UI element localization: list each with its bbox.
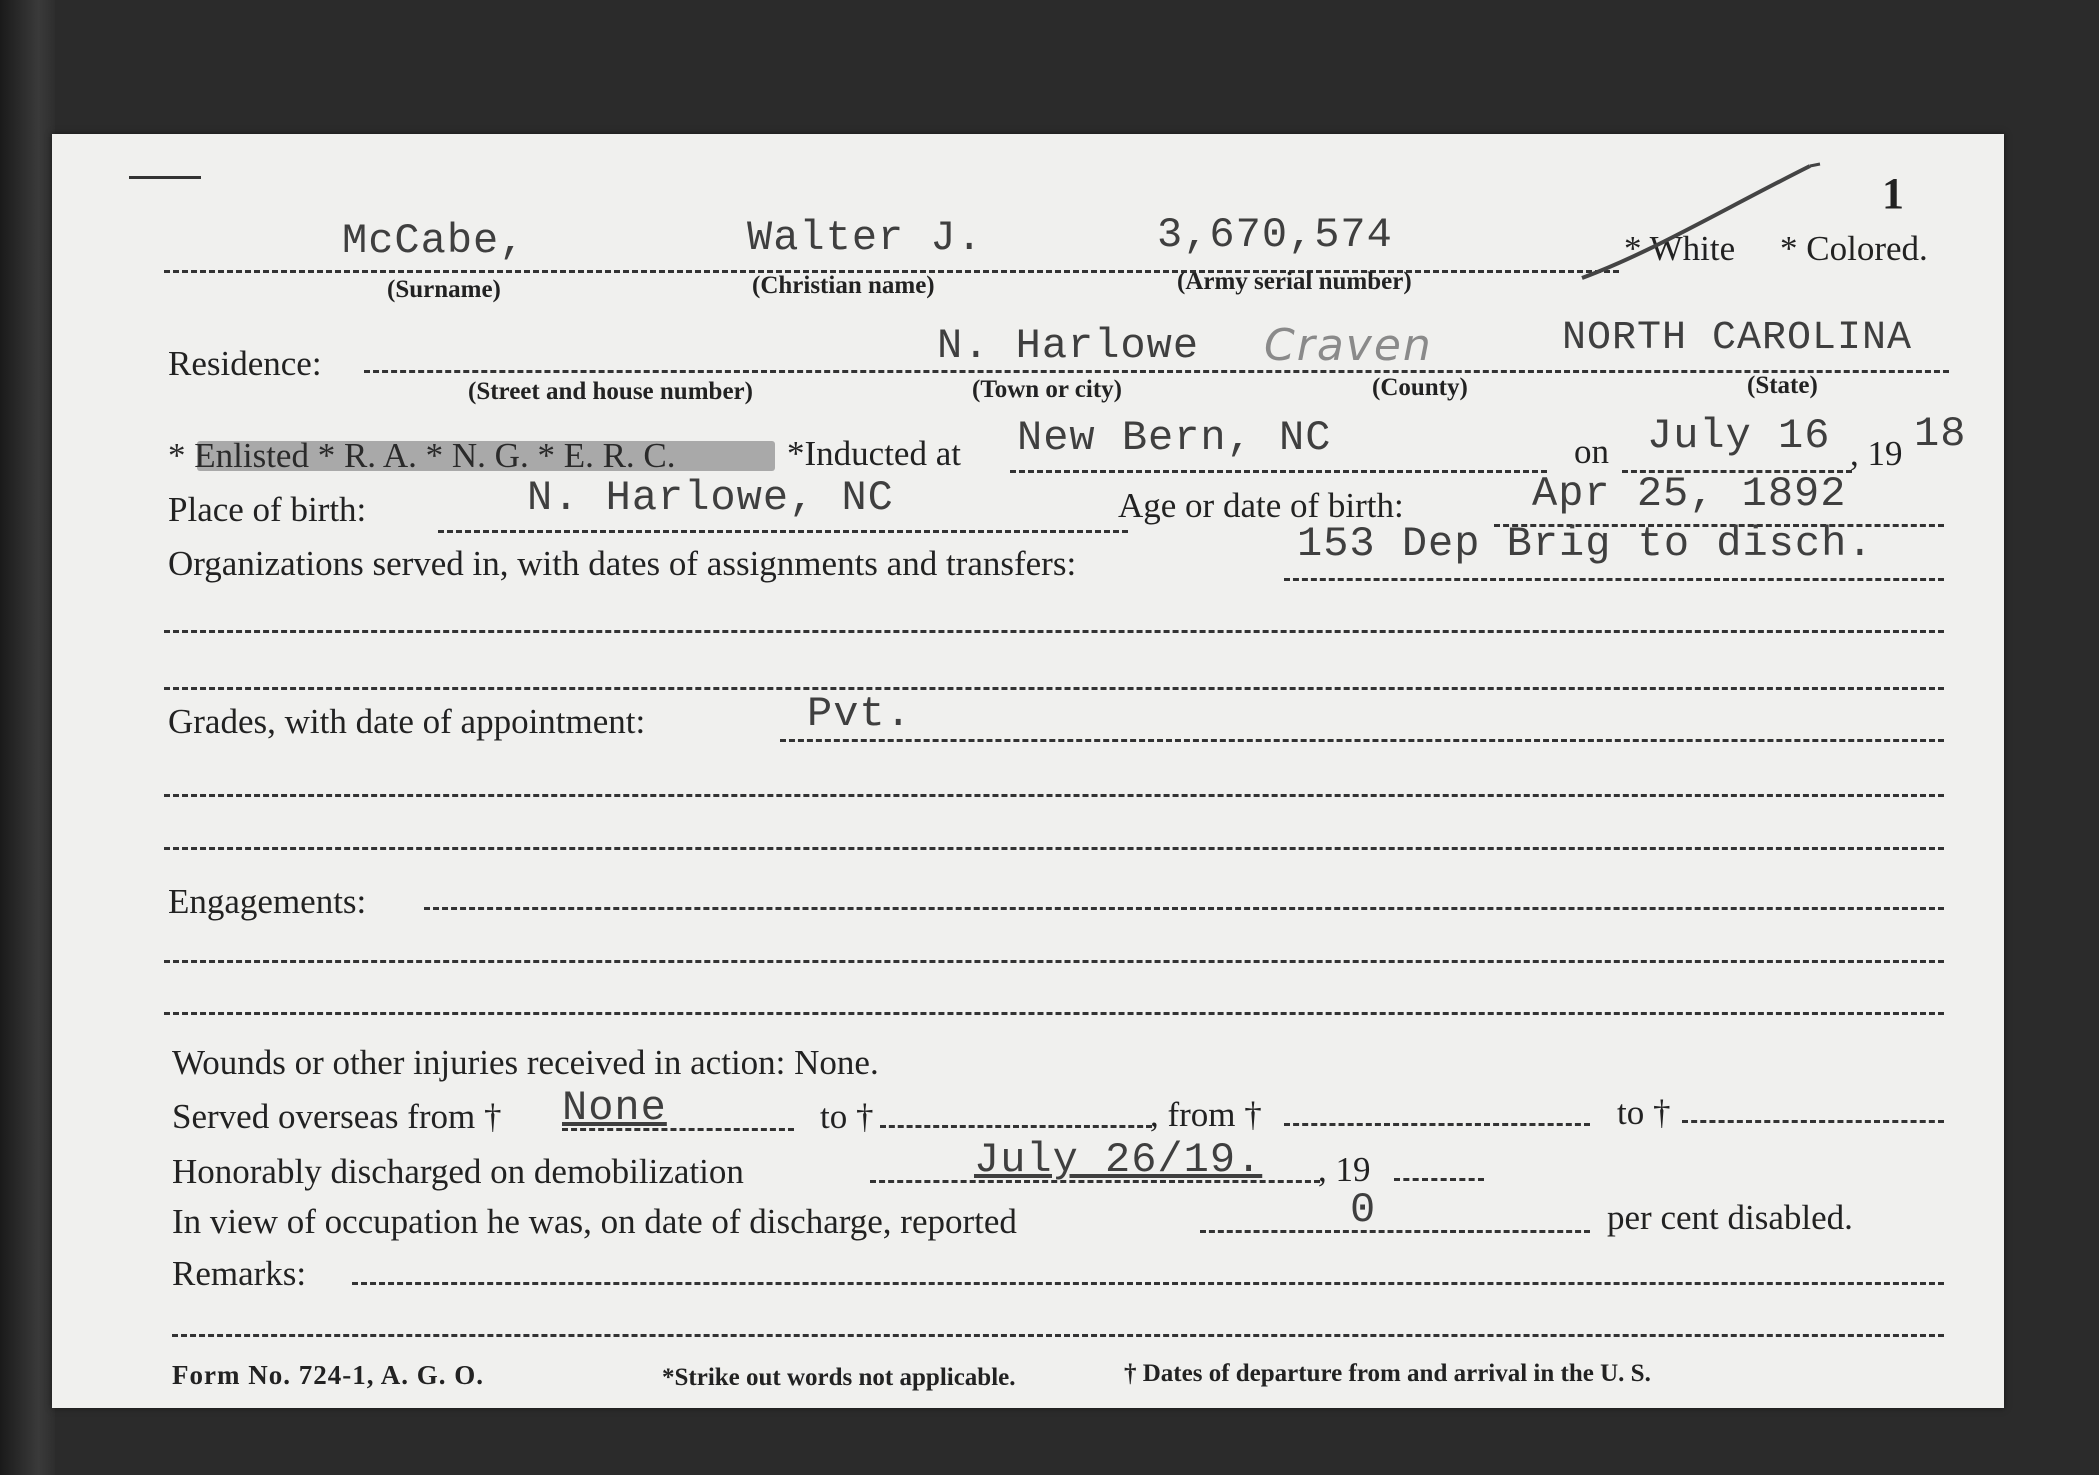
footer-strike-note: *Strike out words not applicable. (662, 1364, 1016, 1391)
overseas-to2-label: to † (1617, 1093, 1671, 1132)
overseas-to2-line (1682, 1120, 1944, 1123)
birth-date-value: Apr 25, 1892 (1532, 470, 1847, 518)
year-prefix: , 19 (1850, 434, 1903, 473)
remarks-line-2 (172, 1334, 1944, 1337)
discharge-line (870, 1180, 1320, 1183)
caption-county: (County) (1372, 374, 1468, 401)
inducted-date-value: July 16 (1647, 412, 1831, 460)
inducted-year-value: 18 (1914, 410, 1967, 458)
overseas-from-line (562, 1128, 794, 1131)
card-number: 1 (1882, 169, 1904, 218)
disability-line (1200, 1230, 1590, 1233)
organizations-line-1 (1284, 578, 1944, 581)
footer-form-number: Form No. 724-1, A. G. O. (172, 1360, 484, 1390)
residence-town-value: N. Harlowe (937, 322, 1200, 370)
discharge-year-line (1394, 1178, 1484, 1181)
engagements-label: Engagements: (168, 882, 367, 921)
surname-value: McCabe, (342, 217, 526, 265)
caption-christian-name: (Christian name) (752, 272, 935, 299)
caption-town: (Town or city) (972, 376, 1122, 403)
overseas-from2-line (1284, 1123, 1590, 1126)
christian-name-value: Walter J. (747, 214, 983, 262)
grades-line-1 (780, 739, 1944, 742)
birthplace-line (438, 530, 1128, 533)
organizations-line-3 (164, 687, 1944, 690)
discharge-label: Honorably discharged on demobilization (172, 1152, 744, 1191)
engagements-line-3 (164, 1012, 1944, 1015)
birthplace-value: N. Harlowe, NC (527, 474, 894, 522)
disability-value: 0 (1350, 1186, 1377, 1234)
on-label: on (1574, 432, 1609, 471)
race-strike-mark (1572, 160, 1822, 290)
engagements-line-1 (424, 907, 1944, 910)
caption-serial-number: (Army serial number) (1177, 268, 1412, 295)
grades-line-2 (164, 794, 1944, 797)
inducted-label: *Inducted at (787, 434, 961, 473)
grades-label: Grades, with date of appointment: (168, 702, 646, 741)
top-rule (129, 176, 201, 179)
enlistment-options: * Enlisted * R. A. * N. G. * E. R. C. (168, 436, 676, 475)
footer-dates-note: † Dates of departure from and arrival in the U. S. (1124, 1360, 1651, 1387)
caption-state: (State) (1747, 372, 1818, 399)
residence-label: Residence: (168, 344, 322, 383)
overseas-to-label: to † (820, 1097, 874, 1136)
residence-state-value: NORTH CAROLINA (1562, 316, 1913, 361)
grades-line-3 (164, 847, 1944, 850)
disability-label: In view of occupation he was, on date of discharge, reported (172, 1202, 1017, 1241)
overseas-from-label: , from † (1150, 1095, 1262, 1134)
grade-value: Pvt. (807, 690, 912, 738)
caption-street: (Street and house number) (468, 378, 753, 405)
organizations-value: 153 Dep Brig to disch. (1297, 520, 1874, 568)
scan-edge (0, 0, 55, 1475)
overseas-label: Served overseas from † (172, 1097, 502, 1136)
age-label: Age or date of birth: (1118, 486, 1404, 525)
year-suffix: , 19 (1318, 1150, 1371, 1189)
wounds-label: Wounds or other injuries received in action: None. (172, 1043, 879, 1082)
engagements-line-2 (164, 960, 1944, 963)
organizations-line-2 (164, 630, 1944, 633)
discharge-date-value: July 26/19. (974, 1136, 1263, 1184)
disability-suffix: per cent disabled. (1607, 1198, 1853, 1237)
remarks-label: Remarks: (172, 1254, 307, 1293)
residence-line (364, 370, 1949, 373)
service-record-card (52, 134, 2004, 1408)
race-colored-label: * Colored. (1780, 229, 1928, 268)
birthplace-label: Place of birth: (168, 490, 367, 529)
caption-surname: (Surname) (387, 276, 501, 303)
organizations-label: Organizations served in, with dates of assignments and transfers: (168, 544, 1077, 583)
overseas-from-value: None (562, 1084, 667, 1132)
inducted-line (1010, 470, 1547, 473)
race-white-label: * White (1624, 229, 1736, 268)
serial-number-value: 3,670,574 (1157, 211, 1393, 259)
remarks-line-1 (352, 1282, 1944, 1285)
inducted-place-value: New Bern, NC (1017, 414, 1332, 462)
overseas-to-line (880, 1125, 1152, 1128)
residence-county-value: Craven (1264, 320, 1433, 371)
